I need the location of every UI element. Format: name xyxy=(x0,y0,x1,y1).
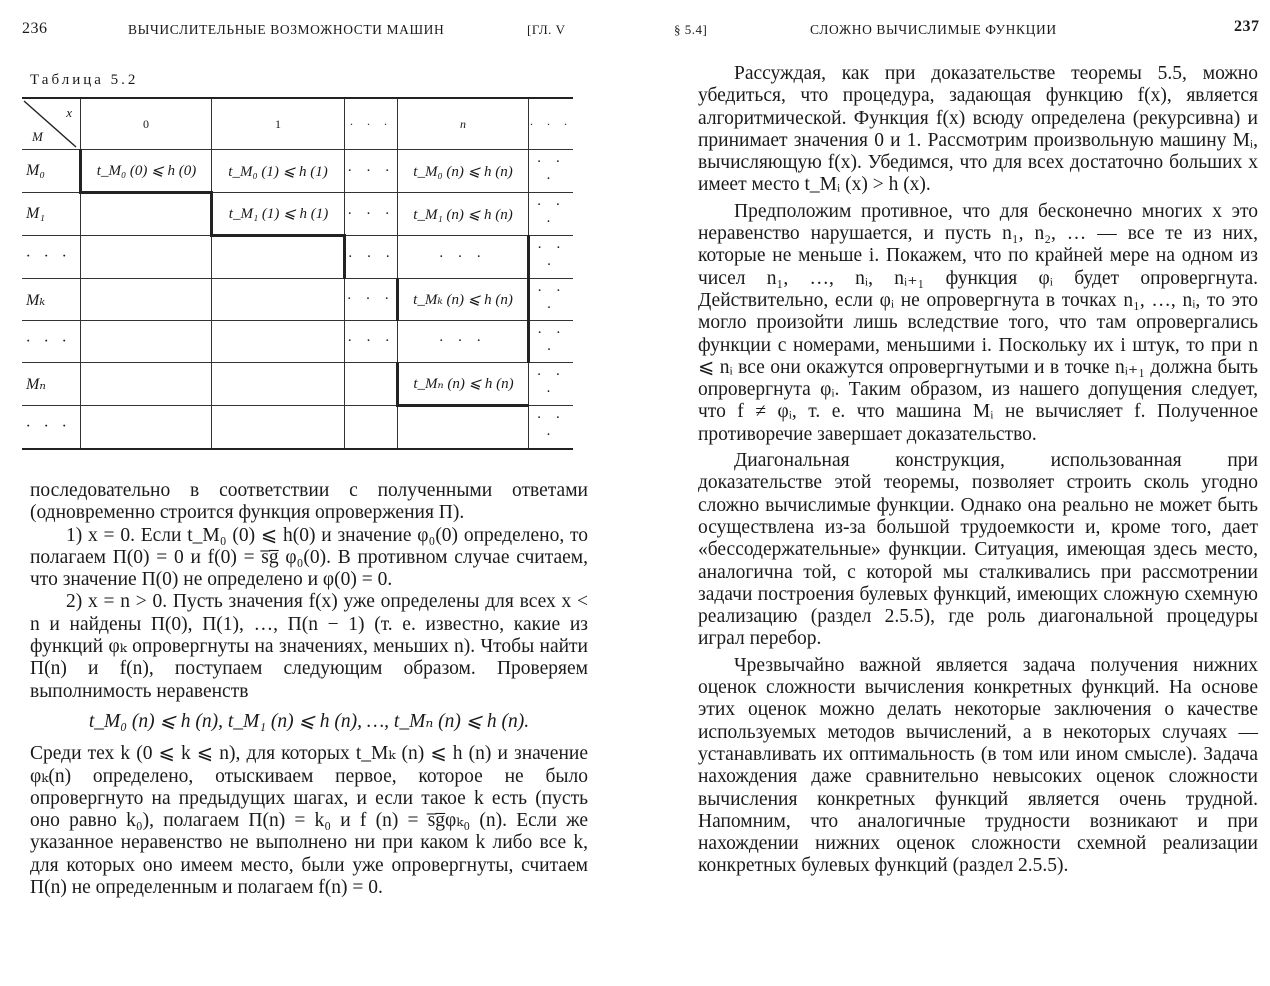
table-row xyxy=(22,406,573,450)
row-label: M₀ xyxy=(22,150,81,193)
paragraph: Чрезвычайно важной является задача получения нижних оценок сложности вычисления конкретных функций. На основе этих оценок можно делать некоторые заключения о качестве используемых методов вычислений, а в некоторых случаях — устанавливать их оптимальность (в том или ином смысле). Задача нахождения даже сравнительно невысоких оценок сложности вычисления конкретных функций является очень трудной. Напомним, что аналогичные трудности возникают и при нахождении нижних оценок сложности схемной реализации конкретных булевых функций (раздел 2.5.5). xyxy=(698,654,1258,877)
paragraph-case-2: 2) x = n > 0. Пусть значения f(x) уже определены для всех x < n и найдены Π(0), Π(1), …, Π(n − 1) (т. е. известно, какие из функций φₖ опровергнуты на значениях, меньших n). Чтобы найти Π(n) и f(n), поступаем следующим образом. Проверяем выполнимость неравенств xyxy=(30,591,588,702)
table-cell: t_Mₖ (n) ⩽ h (n) xyxy=(398,279,529,321)
running-title: ВЫЧИСЛИТЕЛЬНЫЕ ВОЗМОЖНОСТИ МАШИН xyxy=(128,22,445,37)
row-label: · · · xyxy=(22,406,81,450)
table-5-2 xyxy=(22,97,573,450)
table-cell xyxy=(345,406,398,450)
table-cell xyxy=(81,193,212,236)
table-cell: · · · xyxy=(345,236,398,279)
table-cell xyxy=(212,363,345,406)
paragraph: Рассуждая, как при доказательстве теоремы 5.5, можно убедиться, что процедура, задающая функцию f(x), является алгоритмической. Функция f(x) всюду определена (рекурсивна) и принимает значения 0 и 1. Рассмотрим произвольную машину Mᵢ, вычисляющую f(x). Убедимся, что для всех достаточно больших x имеет место t_Mᵢ (x) > h (x). xyxy=(698,63,1258,196)
column-header: 1 xyxy=(212,98,345,150)
table-cell: · · · xyxy=(398,236,529,279)
display-formula: t_M₀ (n) ⩽ h (n), t_M₁ (n) ⩽ h (n), …, t_Mₙ (n) ⩽ h (n). xyxy=(88,710,530,732)
table-cell: · · · xyxy=(529,279,574,321)
corner-col-label: x xyxy=(66,105,72,120)
table-row xyxy=(22,193,573,236)
table-cell: · · · xyxy=(345,193,398,236)
running-title: СЛОЖНО ВЫЧИСЛИМЫЕ ФУНКЦИИ xyxy=(810,22,1057,37)
table-cell xyxy=(212,236,345,279)
table-cell xyxy=(212,406,345,450)
table-cell: · · · xyxy=(529,406,574,450)
section-ref: § 5.4] xyxy=(674,22,708,37)
table-cell: · · · xyxy=(345,279,398,321)
table-cell: t_M₀ (n) ⩽ h (n) xyxy=(398,150,529,193)
table-cell xyxy=(345,363,398,406)
paragraph: Среди тех k (0 ⩽ k ⩽ n), для которых t_Mₖ (n) ⩽ h (n) и значение φₖ(n) определено, отыскиваем первое, которое не было опровергнуто на предыдущих шагах, и если такое k есть (пусть оно равно k₀), полагаем Π(n) = k₀ и f (n) = s̅g̅φₖ₀ (n). Если же указанное неравенство не выполнено ни при каком k либо все k, для которых оно имеем место, были уже опровергнуты, считаем Π(n) не определенным и полагаем f(n) = 0. xyxy=(30,743,588,899)
paragraph: последовательно в соответствии с полученными ответами (одновременно строится функция опровержения Π). xyxy=(30,480,588,524)
column-header: 0 xyxy=(81,98,212,150)
table-row xyxy=(22,321,573,363)
row-label: M₁ xyxy=(22,193,81,236)
running-header xyxy=(0,18,640,42)
table-cell xyxy=(212,279,345,321)
table-cell: t_M₁ (n) ⩽ h (n) xyxy=(398,193,529,236)
table-row xyxy=(22,236,573,279)
right-body-text xyxy=(698,63,1258,878)
table-cell: t_M₁ (1) ⩽ h (1) xyxy=(212,193,345,236)
table-cell: · · · xyxy=(345,321,398,363)
column-header: n xyxy=(398,98,529,150)
row-label: Mₙ xyxy=(22,363,81,406)
table-cell: t_M₀ (0) ⩽ h (0) xyxy=(81,150,212,193)
table-cell xyxy=(81,279,212,321)
table-row xyxy=(22,279,573,321)
column-header: · · · xyxy=(529,98,574,150)
table-cell: · · · xyxy=(529,321,574,363)
row-label: Mₖ xyxy=(22,279,81,321)
page-number: 237 xyxy=(1234,18,1260,35)
table-header-row xyxy=(22,98,573,150)
table-row xyxy=(22,363,573,406)
table-cell xyxy=(398,406,529,450)
table-cell: · · · xyxy=(529,236,574,279)
table-cell: · · · xyxy=(529,193,574,236)
table-cell: t_Mₙ (n) ⩽ h (n) xyxy=(398,363,529,406)
left-body-text xyxy=(30,480,588,899)
table-cell xyxy=(81,363,212,406)
paragraph: Диагональная конструкция, использованная при доказательстве этой теоремы, позволяет строить сколь угодно сложно вычислимые функции. Однако она реально не может быть осуществлена из-за большой трудоемкости и, кроме того, дает «бессодержательные» функции. Ситуация, имеющая здесь место, аналогична той, с которой мы сталкивались при рассмотрении задачи построения булевых функций, имеющих сложную схемную реализацию (раздел 2.5.5), где роль диагональной процедуры играл перебор. xyxy=(698,450,1258,650)
table-caption: Таблица 5.2 xyxy=(30,72,139,88)
table-cell: t_M₀ (1) ⩽ h (1) xyxy=(212,150,345,193)
paragraph: Предположим противное, что для бесконечно многих x это неравенство нарушается, и пусть n₁, n₂, … — все те из них, которые не меньше i. Покажем, что по крайней мере на одном из чисел n₁, …, nᵢ, nᵢ₊₁ функция φᵢ будет опровергнута. Действительно, если φᵢ не опровергнута в точках n₁, …, nᵢ, то это могло произойти лишь вследствие того, что там опровергались функции с номерами, меньшими i. Поскольку их i штук, то при n ⩽ nᵢ все они окажутся опровергнутыми и в точке nᵢ₊₁ должна быть опровергнута φᵢ. Таким образом, из нашего допущения следует, что f ≠ φᵢ, т. е. что машина Mᵢ не вычисляет f. Полученное противоречие завершает доказательство. xyxy=(698,200,1258,445)
corner-row-label: M xyxy=(32,129,43,144)
paragraph-case-1: 1) x = 0. Если t_M₀ (0) ⩽ h(0) и значение φ₀(0) определено, то полагаем Π(0) = 0 и f(0) = s̅g̅ φ₀(0). В противном случае считаем, что значение Π(0) не определено и φ(0) = 0. xyxy=(30,524,588,591)
table-cell: · · · xyxy=(529,363,574,406)
chapter-ref: [ГЛ. V xyxy=(527,22,566,37)
table-cell: · · · xyxy=(398,321,529,363)
table-cell: · · · xyxy=(529,150,574,193)
table-cell: · · · xyxy=(345,150,398,193)
table-cell xyxy=(212,321,345,363)
table-cell xyxy=(81,236,212,279)
column-header: · · · xyxy=(345,98,398,150)
page-number: 236 xyxy=(22,20,48,37)
row-label: · · · xyxy=(22,236,81,279)
table-row xyxy=(22,150,573,193)
row-label: · · · xyxy=(22,321,81,363)
running-header xyxy=(640,18,1270,42)
table-cell xyxy=(81,321,212,363)
table-cell xyxy=(81,406,212,450)
corner-cell xyxy=(22,98,81,150)
